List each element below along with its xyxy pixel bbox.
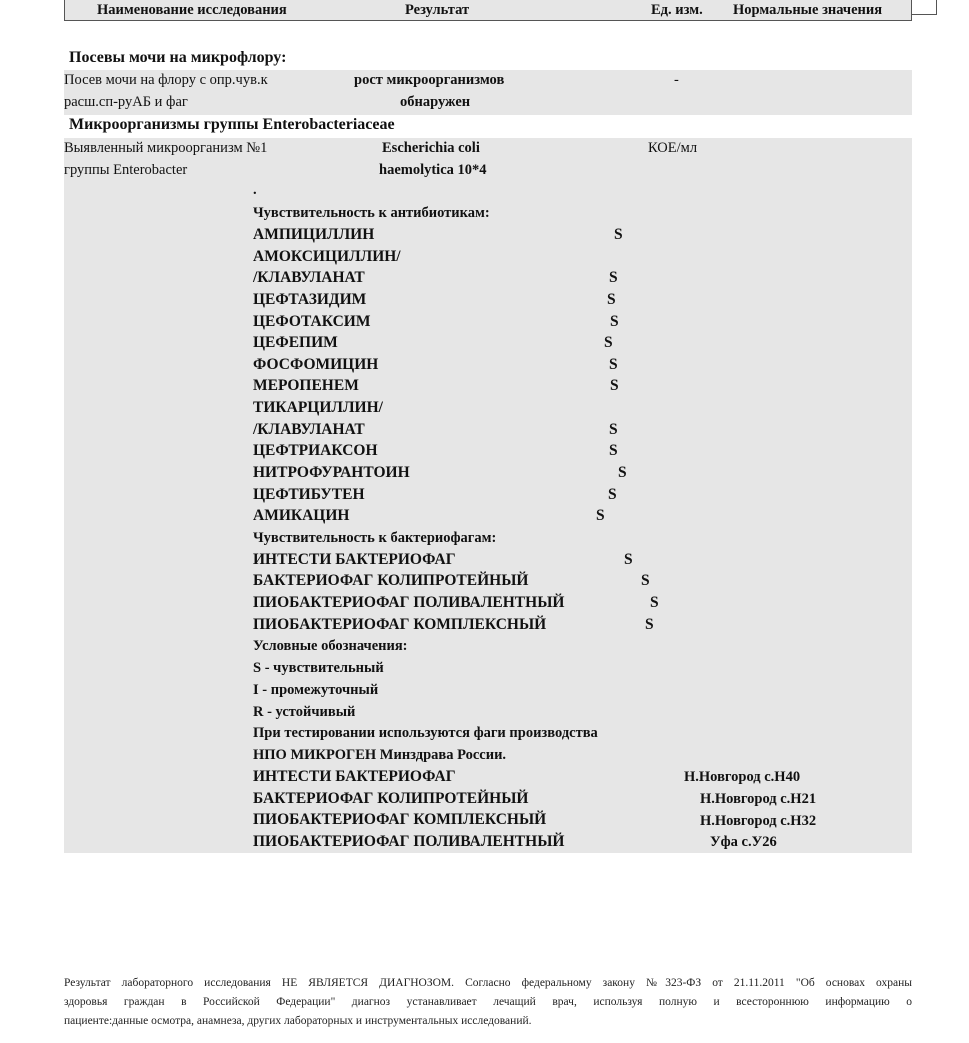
phage-name: ИНТЕСТИ БАКТЕРИОФАГ (253, 551, 456, 568)
antibiotic-name: АМПИЦИЛЛИН (253, 226, 375, 243)
disclaimer-line1: Результат лабораторного исследования НЕ ЯВЛЯЕТСЯ ДИАГНОЗОМ. Согласно федеральному закону №323-ФЗ от 21.11.2011 "Об основах охраны (64, 977, 912, 989)
antibiotic-name: ЦЕФОТАКСИМ (253, 313, 371, 330)
producer-origin: Н.Новгород с.Н21 (700, 791, 817, 807)
antibiotic-name: ЦЕФТАЗИДИМ (253, 291, 367, 308)
table-header (64, 0, 912, 21)
phage-value: S (650, 594, 659, 611)
antibiotic-value: S (610, 313, 619, 330)
microorganism-result-line2: haemolytica 10*4 (379, 162, 487, 178)
antibiotic-name: /КЛАВУЛАНАТ (253, 269, 365, 286)
section-enterobacteriaceae-title: Микроорганизмы группы Enterobacteriaceae (69, 116, 395, 133)
antibiotic-value: S (609, 269, 618, 286)
antibiotic-name: /КЛАВУЛАНАТ (253, 421, 365, 438)
test-name-line2: расш.сп-руАБ и фаг (64, 94, 188, 110)
producer-name: ИНТЕСТИ БАКТЕРИОФАГ (253, 768, 456, 785)
producer-origin: Уфа с.У26 (710, 834, 777, 850)
test-name-line1: Посев мочи на флору с опр.чув.к (64, 72, 268, 88)
antibiotic-name: АМОКСИЦИЛЛИН/ (253, 248, 401, 265)
unit-value: - (674, 72, 679, 88)
antibiotics-title: Чувствительность к антибиотикам: (253, 205, 490, 221)
antibiotic-value: S (604, 334, 613, 351)
microorganism-result-line1: Escherichia coli (382, 140, 480, 156)
legend-note-line2: НПО МИКРОГЕН Минздрава России. (253, 747, 507, 763)
header-corner (912, 0, 937, 15)
antibiotic-name: ЦЕФТРИАКСОН (253, 442, 378, 459)
antibiotic-name: ЦЕФЕПИМ (253, 334, 338, 351)
phage-value: S (645, 616, 654, 633)
antibiotic-value: S (609, 421, 618, 438)
disclaimer-line2: здоровья граждан в Российской Федерации" диагноз устанавливает лечащий врач, используя полную и всестороннюю информацию о (64, 996, 912, 1008)
phage-name: БАКТЕРИОФАГ КОЛИПРОТЕЙНЫЙ (253, 572, 529, 589)
legend-s: S - чувствительный (253, 660, 384, 676)
microorganism-unit: КОЕ/мл (648, 140, 698, 156)
header-col-name: Наименование исследования (97, 2, 287, 18)
section-urine-culture-title: Посевы мочи на микрофлору: (69, 49, 287, 66)
phage-name: ПИОБАКТЕРИОФАГ КОМПЛЕКСНЫЙ (253, 616, 547, 633)
legend-i: I - промежуточный (253, 682, 379, 698)
header-col-unit: Ед. изм. (651, 2, 703, 18)
result-line2: обнаружен (400, 94, 471, 110)
producer-name: БАКТЕРИОФАГ КОЛИПРОТЕЙНЫЙ (253, 790, 529, 807)
producer-origin: Н.Новгород с.Н32 (700, 813, 817, 829)
header-col-norm: Нормальные значения (733, 2, 883, 18)
separator-dot: . (253, 182, 257, 198)
producer-name: ПИОБАКТЕРИОФАГ КОМПЛЕКСНЫЙ (253, 811, 547, 828)
result-line1: рост микроорганизмов (354, 72, 505, 88)
antibiotic-value: S (607, 291, 616, 308)
antibiotic-value: S (609, 442, 618, 459)
microorganism-name-line2: группы Enterobacter (64, 162, 188, 178)
antibiotic-value: S (610, 377, 619, 394)
antibiotic-value: S (618, 464, 627, 481)
legend-note-line1: При тестировании используются фаги производства (253, 725, 598, 741)
phage-name: ПИОБАКТЕРИОФАГ ПОЛИВАЛЕНТНЫЙ (253, 594, 565, 611)
antibiotic-name: ТИКАРЦИЛЛИН/ (253, 399, 383, 416)
producer-origin: Н.Новгород с.Н40 (684, 769, 801, 785)
legend-r: R - устойчивый (253, 704, 356, 720)
antibiotic-name: НИТРОФУРАНТОИН (253, 464, 410, 481)
disclaimer-line3: пациенте:данные осмотра, анамнеза, других лабораторных и инструментальных исследований. (64, 1015, 532, 1027)
antibiotic-value: S (614, 226, 623, 243)
phage-value: S (641, 572, 650, 589)
header-col-result: Результат (405, 2, 470, 18)
disclaimer-footer (64, 974, 912, 1031)
legend-title: Условные обозначения: (253, 638, 408, 654)
phage-value: S (624, 551, 633, 568)
antibiotic-value: S (608, 486, 617, 503)
antibiotic-value: S (596, 507, 605, 524)
antibiotic-name: ФОСФОМИЦИН (253, 356, 379, 373)
antibiotic-value: S (609, 356, 618, 373)
row-band-microorganism (64, 138, 912, 853)
producer-name: ПИОБАКТЕРИОФАГ ПОЛИВАЛЕНТНЫЙ (253, 833, 565, 850)
antibiotic-name: АМИКАЦИН (253, 507, 350, 524)
microorganism-name-line1: Выявленный микроорганизм №1 (64, 140, 268, 156)
phages-title: Чувствительность к бактериофагам: (253, 530, 497, 546)
antibiotic-name: МЕРОПЕНЕМ (253, 377, 359, 394)
antibiotic-name: ЦЕФТИБУТЕН (253, 486, 365, 503)
